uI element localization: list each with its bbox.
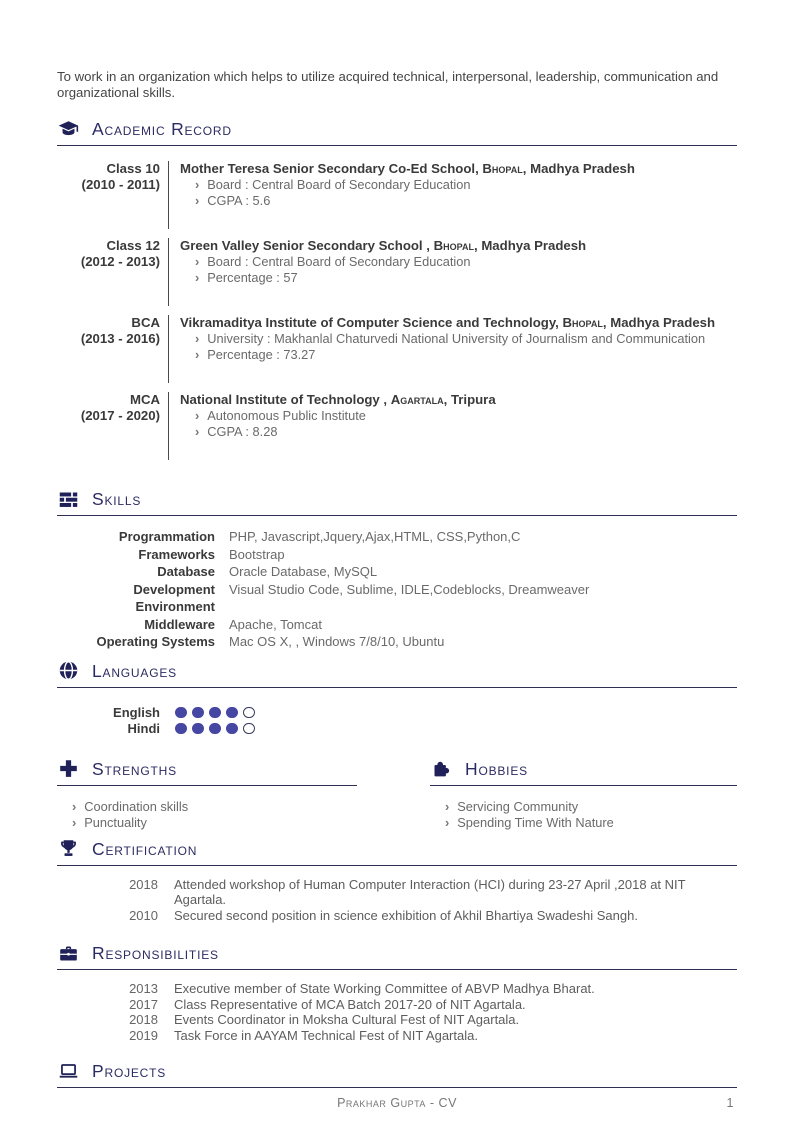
- detail-text: CGPA : 8.28: [207, 423, 278, 439]
- years-label: (2010 - 2011): [81, 177, 160, 193]
- level-dot-filled: [175, 723, 187, 735]
- level-dot-filled: [226, 707, 238, 719]
- item-year: 2010: [129, 907, 158, 923]
- chevron-right-icon: [195, 254, 199, 269]
- edu-dates: [57, 392, 160, 460]
- edu-details: [168, 238, 737, 306]
- item-text: Spending Time With Nature: [457, 814, 614, 830]
- academic-record-header: [57, 118, 737, 146]
- level-dot-filled: [175, 707, 187, 719]
- skill-row: [57, 528, 737, 546]
- years-label: (2013 - 2016): [80, 331, 160, 347]
- chevron-right-icon: [195, 424, 199, 439]
- section-title: Projects: [92, 1061, 167, 1082]
- chevron-right-icon: [195, 347, 199, 362]
- level-dot-empty: [243, 723, 255, 735]
- academic-entry: [57, 161, 737, 229]
- graduation-cap-icon: [57, 118, 79, 140]
- years-label: (2017 - 2020): [80, 408, 160, 424]
- section-projects: [57, 1060, 737, 1088]
- institution-region: Tripura: [450, 392, 496, 408]
- footer-name: Prakhar Gupta - CV: [337, 1096, 457, 1110]
- edu-dates: [57, 238, 160, 306]
- skill-row: [57, 616, 737, 634]
- level-dot-filled: [192, 723, 204, 735]
- hobby-item: [430, 799, 737, 815]
- detail-item: [180, 331, 737, 347]
- puzzle-piece-icon: [430, 758, 452, 780]
- strength-item: [57, 815, 357, 831]
- responsibility-item: [57, 1028, 737, 1044]
- language-name: Hindi: [127, 721, 160, 737]
- section-title: Strengths: [92, 758, 177, 779]
- language-level-dots: [175, 723, 255, 735]
- institution-title: [180, 161, 737, 177]
- detail-text: University : Makhanlal Chaturvedi National University of Journalism and Communication: [207, 331, 706, 347]
- institution-region: Madhya Pradesh: [481, 238, 587, 254]
- institution-region: Madhya Pradesh: [610, 315, 716, 331]
- institution-region: Madhya Pradesh: [530, 161, 635, 177]
- level-dot-empty: [243, 707, 255, 719]
- skills-table: [57, 528, 737, 651]
- list-bars-icon: [57, 488, 79, 510]
- detail-item: [180, 424, 737, 440]
- academic-entry: [57, 392, 737, 460]
- degree-label: Class 10: [106, 161, 160, 177]
- language-row: [57, 721, 737, 737]
- item-text: Class Representative of MCA Batch 2017-20 of NIT Agartala.: [174, 996, 526, 1012]
- strengths-header: [57, 758, 357, 786]
- section-title: Languages: [92, 660, 177, 681]
- degree-label: MCA: [129, 392, 160, 408]
- years-label: (2012 - 2013): [80, 254, 160, 270]
- section-strengths: [57, 758, 357, 831]
- section-title: Skills: [92, 489, 142, 510]
- skill-value: Bootstrap: [229, 546, 285, 562]
- institution-name: Vikramaditya Institute of Computer Science and Technology,: [180, 315, 559, 331]
- item-year: 2018: [129, 876, 158, 892]
- skill-value: Oracle Database, MySQL: [229, 564, 378, 580]
- detail-item: [180, 193, 737, 209]
- chevron-right-icon: [72, 815, 76, 830]
- item-text: Attended workshop of Human Computer Interaction (HCI) during 23-27 April ,2018 at NIT Agartala.: [174, 876, 686, 908]
- item-year: 2019: [129, 1027, 158, 1043]
- section-skills: [57, 488, 737, 651]
- detail-text: Board : Central Board of Secondary Education: [207, 254, 471, 270]
- institution-title: [180, 392, 737, 408]
- institution-name: Mother Teresa Senior Secondary Co-Ed School,: [180, 161, 479, 177]
- detail-item: [180, 254, 737, 270]
- detail-item: [180, 408, 737, 424]
- language-row: [57, 705, 737, 721]
- edu-details: [168, 315, 737, 383]
- certification-header: [57, 838, 737, 866]
- chevron-right-icon: [72, 799, 76, 814]
- strengths-hobbies-row: [57, 758, 737, 831]
- trophy-icon: [57, 838, 79, 860]
- responsibilities-list: [57, 981, 737, 1043]
- projects-header: [57, 1060, 737, 1088]
- skills-header: [57, 488, 737, 516]
- objective-text: To work in an organization which helps to utilize acquired technical, interpersonal, leadership, communication and organizational skills.: [57, 69, 719, 101]
- detail-text: Percentage : 73.27: [207, 346, 316, 362]
- skill-label: Development Environment: [133, 581, 215, 615]
- skill-label: Programmation: [118, 529, 215, 545]
- detail-item: [180, 177, 737, 193]
- chevron-right-icon: [195, 408, 199, 423]
- certification-list: [57, 877, 737, 924]
- skill-row: [57, 633, 737, 651]
- item-text: Executive member of State Working Committee of ABVP Madhya Bharat.: [174, 981, 595, 997]
- item-text: Coordination skills: [84, 798, 189, 814]
- institution-name: National Institute of Technology ,: [180, 392, 388, 408]
- responsibility-item: [57, 981, 737, 997]
- chevron-right-icon: [195, 270, 199, 285]
- item-text: Secured second position in science exhibition of Akhil Bhartiya Swadeshi Sangh.: [174, 907, 638, 923]
- responsibilities-header: [57, 942, 737, 970]
- languages-header: [57, 660, 737, 688]
- level-dot-filled: [192, 707, 204, 719]
- section-responsibilities: [57, 942, 737, 1043]
- level-dot-filled: [209, 723, 221, 735]
- section-title: Responsibilities: [92, 943, 219, 964]
- academic-entries: [57, 161, 737, 460]
- skill-label: Middleware: [144, 616, 215, 632]
- item-text: Servicing Community: [457, 798, 579, 814]
- section-languages: [57, 660, 737, 737]
- hobby-item: [430, 815, 737, 831]
- chevron-right-icon: [445, 815, 449, 830]
- certification-item: [57, 908, 737, 924]
- skill-row: [57, 581, 737, 616]
- institution-name: Green Valley Senior Secondary School ,: [180, 238, 430, 254]
- responsibility-item: [57, 997, 737, 1013]
- edu-details: [168, 392, 737, 460]
- chevron-right-icon: [195, 331, 199, 346]
- institution-city: Bhopal,: [562, 315, 607, 331]
- section-title: Hobbies: [465, 758, 528, 779]
- item-text: Events Coordinator in Moksha Cultural Fest of NIT Agartala.: [174, 1012, 520, 1028]
- skill-value: PHP, Javascript,Jquery,Ajax,HTML, CSS,Python,C: [229, 529, 521, 545]
- item-text: Task Force in AAYAM Technical Fest of NIT Agartala.: [174, 1027, 478, 1043]
- edu-dates: [57, 315, 160, 383]
- institution-title: [180, 238, 737, 254]
- level-dot-filled: [226, 723, 238, 735]
- item-year: 2017: [129, 996, 158, 1012]
- institution-city: Bhopal,: [433, 238, 478, 254]
- strength-item: [57, 799, 357, 815]
- detail-item: [180, 270, 737, 286]
- hobbies-list: [430, 799, 737, 831]
- hobbies-header: [430, 758, 737, 786]
- degree-label: BCA: [131, 315, 160, 331]
- section-academic-record: [57, 118, 737, 460]
- detail-item: [180, 347, 737, 363]
- institution-city: Agartala,: [390, 392, 448, 408]
- briefcase-icon: [57, 942, 79, 964]
- section-title: Certification: [92, 838, 198, 859]
- certification-item: [57, 877, 737, 908]
- edu-dates: [57, 161, 160, 229]
- skill-label: Database: [157, 564, 215, 580]
- item-text: Punctuality: [84, 814, 147, 830]
- globe-icon: [57, 660, 79, 682]
- chevron-right-icon: [195, 193, 199, 208]
- skill-label: Frameworks: [138, 546, 215, 562]
- skill-label: Operating Systems: [96, 634, 215, 650]
- detail-text: Board : Central Board of Secondary Education: [207, 177, 471, 193]
- degree-label: Class 12: [106, 238, 160, 254]
- chevron-right-icon: [195, 177, 199, 192]
- item-year: 2018: [129, 1012, 158, 1028]
- plus-icon: [57, 758, 79, 780]
- level-dot-filled: [209, 707, 221, 719]
- skill-row: [57, 546, 737, 564]
- strengths-list: [57, 799, 357, 831]
- institution-title: [180, 315, 737, 331]
- institution-city: Bhopal,: [482, 161, 527, 177]
- edu-details: [168, 161, 737, 229]
- item-year: 2013: [129, 981, 158, 997]
- skill-value: Mac OS X, , Windows 7/8/10, Ubuntu: [229, 634, 445, 650]
- skill-value: Apache, Tomcat: [229, 616, 322, 632]
- skill-row: [57, 563, 737, 581]
- section-certification: [57, 838, 737, 924]
- language-name: English: [113, 705, 160, 721]
- section-hobbies: [430, 758, 737, 831]
- chevron-right-icon: [445, 799, 449, 814]
- detail-text: CGPA : 5.6: [207, 192, 271, 208]
- laptop-icon: [57, 1060, 79, 1082]
- skill-value: Visual Studio Code, Sublime, IDLE,Codeblocks, Dreamweaver: [229, 581, 590, 597]
- detail-text: Percentage : 57: [207, 269, 298, 285]
- academic-entry: [57, 238, 737, 306]
- academic-entry: [57, 315, 737, 383]
- page-footer: [57, 1096, 737, 1110]
- section-title: Academic Record: [92, 119, 232, 140]
- responsibility-item: [57, 1012, 737, 1028]
- language-level-dots: [175, 707, 255, 719]
- detail-text: Autonomous Public Institute: [207, 408, 366, 424]
- language-list: [57, 705, 737, 737]
- page-number: 1: [726, 1096, 734, 1110]
